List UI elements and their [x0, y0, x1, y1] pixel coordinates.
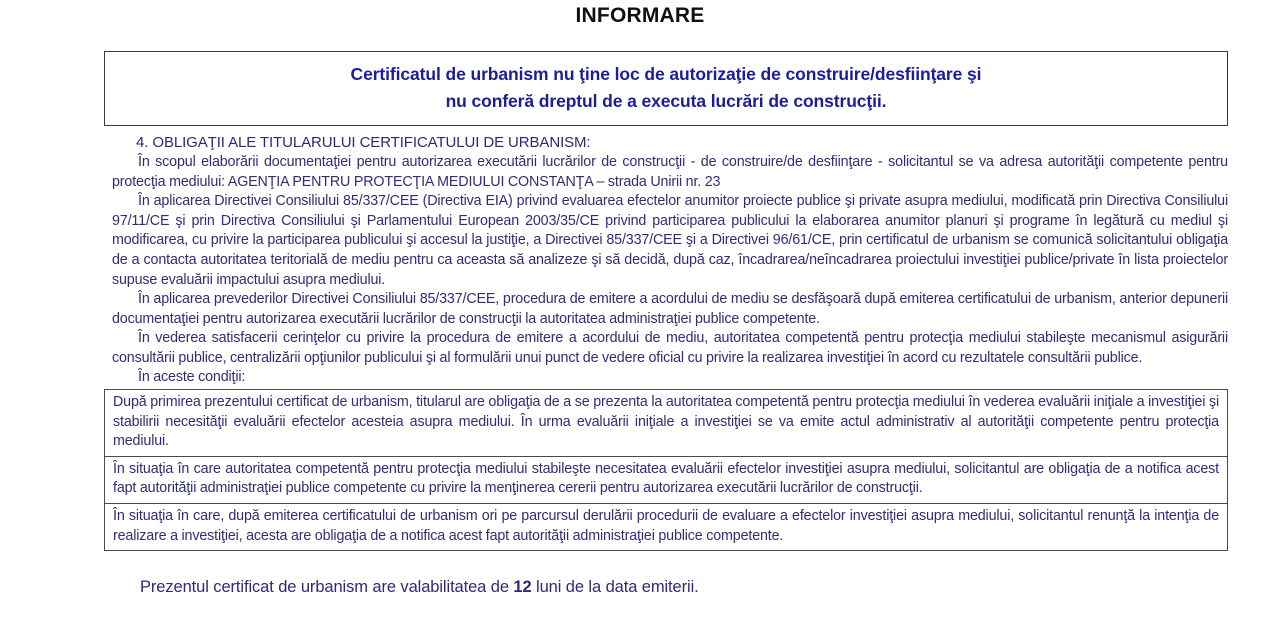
validity-months: 12 [513, 578, 532, 597]
warning-line-2: nu conferă dreptul de a executa lucrări de construcţii. [445, 91, 887, 112]
paragraph-1: În scopul elaborării documentaţiei pentru autorizarea executării lucrărilor de construcţii - de construire/de desfiinţare - solicitantul se va adresa autorităţii competente pentru protecţia mediului: AGENŢIA PENTRU PROTECŢIA MEDIULUI CONSTANŢA – strada Unirii nr. 23 [112, 153, 1228, 190]
body-paragraphs [0, 153, 1280, 388]
condition-text-3: În situaţia în care, după emiterea certificatului de urbanism ori pe parcursul derulării procedurii de evaluare a efectelor investiţiei asupra mediului, solicitantul renunţă la intenţia de realizare a investiţiei, acesta are obligaţia de a notifica acest fapt autorităţii administraţiei publice competente. [113, 508, 1219, 544]
warning-box [104, 51, 1228, 126]
paragraph-3: În aplicarea prevederilor Directivei Consiliului 85/337/CEE, procedura de emitere a acordului de mediu se desfăşoară după emiterea certificatului de urbanism, anterior depunerii documentaţiei pentru autorizarea executării lucrărilor de construcţii la autoritatea administraţiei publice competente. [112, 291, 1228, 327]
condition-row-2 [105, 457, 1227, 504]
condition-text-1: După primirea prezentului certificat de urbanism, titularul are obligaţia de a se prezenta la autoritatea competentă pentru protecţia mediului în vederea evaluării iniţiale a investiţiei şi stabilirii necesităţii evaluării efectelor acesteia asupra mediului. În urma evaluării iniţiale a investiţiei se va emite actul administrativ al autorităţii competente pentru protecţia mediului. [113, 394, 1219, 450]
page-title: INFORMARE [575, 4, 705, 27]
paragraph-conditions-intro: În aceste condiţii: [138, 369, 246, 386]
section-heading: 4. OBLIGAŢII ALE TITULARULUI CERTIFICATULUI DE URBANISM: [136, 134, 591, 152]
condition-row-1 [105, 390, 1227, 457]
validity-line [0, 578, 1280, 597]
validity-suffix: luni de la data emiterii. [536, 578, 699, 597]
warning-line-1: Certificatul de urbanism nu ţine loc de autorizaţie de construire/desfiinţare şi [350, 64, 982, 85]
condition-text-2: În situaţia în care autoritatea competentă pentru protecţia mediului stabileşte necesitatea evaluării efectelor investiţiei asupra mediului, solicitantul are obligaţia de a notifica acest fapt autorităţii administraţiei publice competente cu privire la menţinerea cererii pentru autorizarea executării lucrărilor de construcţii. [113, 460, 1219, 497]
paragraph-4: În vederea satisfacerii cerinţelor cu privire la procedura de emitere a acordului de mediu, autoritatea competentă pentru protecţia mediului stabileşte mecanismul asigurării consultării publice, centralizării opţiunilor publicului şi al formulării unui punct de vedere oficial cu privire la realizarea investiţiei în acord cu rezultatele consultării publice. [112, 330, 1228, 366]
validity-prefix: Prezentul certificat de urbanism are valabilitatea de [140, 578, 509, 597]
conditions-table [104, 389, 1228, 551]
condition-row-3 [105, 504, 1227, 551]
paragraph-2: În aplicarea Directivei Consiliului 85/337/CEE (Directiva EIA) privind evaluarea efectelor anumitor proiecte publice şi private asupra mediului, modificată prin Directiva Consiliului 97/11/CE şi prin Directiva Consiliului şi Parlamentului European 2003/35/CE privind participarea publicului la elaborarea anumitor planuri şi programe în legătură cu mediul şi modificarea, cu privire la participarea publicului şi accesul la justiţie, a Directivei 85/337/CEE şi a Directivei 96/61/CE, prin certificatul de urbanism se comunică solicitantului obligaţia de a contacta autoritatea teritorială de mediu pentru ca aceasta să analizeze şi să decidă, după caz, încadrarea/neîncadrarea proiectului investiţiei publice/private în lista proiectelor supuse evaluării impactului asupra mediului. [112, 193, 1228, 288]
